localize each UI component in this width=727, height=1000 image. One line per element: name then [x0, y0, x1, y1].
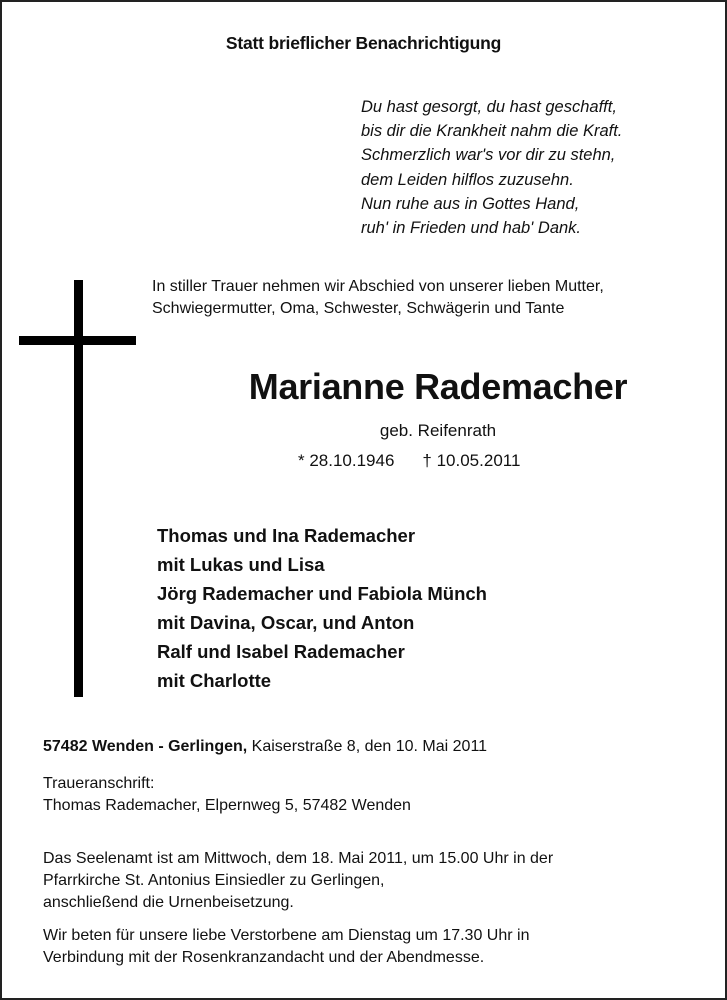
family-line: mit Charlotte — [157, 670, 272, 691]
prayer-line: Verbindung mit der Rosenkranzandacht und der Abendmesse. — [43, 949, 485, 966]
maiden-name: geb. Reifenrath — [379, 421, 497, 440]
life-dates — [298, 451, 520, 471]
death-date: † 10.05.2011 — [422, 451, 521, 470]
family-line: Thomas und Ina Rademacher — [157, 525, 416, 546]
family-line: mit Lukas und Lisa — [157, 554, 325, 575]
notice-header: Statt brieflicher Benachrichtigung — [225, 33, 502, 53]
requiem-info — [43, 848, 553, 914]
family-line: mit Davina, Oscar, und Anton — [157, 612, 415, 633]
poem-line: Schmerzlich war's vor dir zu stehn, — [361, 146, 616, 165]
prayer-info — [43, 925, 529, 969]
intro-line: Schwiegermutter, Oma, Schwester, Schwägerin und Tante — [152, 300, 565, 317]
birth-date: * 28.10.1946 — [298, 451, 395, 470]
family-line: Ralf und Isabel Rademacher — [157, 641, 405, 662]
deceased-name: Marianne Rademacher — [248, 366, 628, 407]
poem — [361, 95, 622, 240]
mourning-address — [43, 773, 411, 817]
mourning-address-label: Traueranschrift: — [43, 775, 155, 792]
family-list — [157, 521, 487, 695]
family-line: Jörg Rademacher und Fabiola Münch — [157, 583, 487, 604]
requiem-line: Das Seelenamt ist am Mittwoch, dem 18. Mai 2011, um 15.00 Uhr in der — [43, 850, 554, 867]
requiem-line: anschließend die Urnenbeisetzung. — [43, 894, 294, 911]
intro-line: In stiller Trauer nehmen wir Abschied von unserer lieben Mutter, — [152, 278, 604, 295]
location-date-line — [43, 738, 487, 756]
location-place: 57482 Wenden - Gerlingen, — [43, 738, 248, 755]
prayer-line: Wir beten für unsere liebe Verstorbene am Dienstag um 17.30 Uhr in — [43, 927, 530, 944]
poem-line: ruh' in Frieden und hab' Dank. — [361, 219, 582, 238]
location-rest: Kaiserstraße 8, den 10. Mai 2011 — [247, 738, 488, 755]
poem-line: Nun ruhe aus in Gottes Hand, — [361, 194, 580, 213]
poem-line: dem Leiden hilflos zuzusehn. — [361, 170, 574, 189]
mourning-address-value: Thomas Rademacher, Elpernweg 5, 57482 Wenden — [43, 797, 411, 814]
poem-line: Du hast gesorgt, du hast geschafft, — [361, 98, 617, 116]
requiem-line: Pfarrkirche St. Antonius Einsiedler zu Gerlingen, — [43, 872, 385, 889]
cross-horizontal-bar — [19, 336, 136, 345]
poem-line: bis dir die Krankheit nahm die Kraft. — [361, 122, 623, 141]
intro-text — [152, 276, 604, 320]
